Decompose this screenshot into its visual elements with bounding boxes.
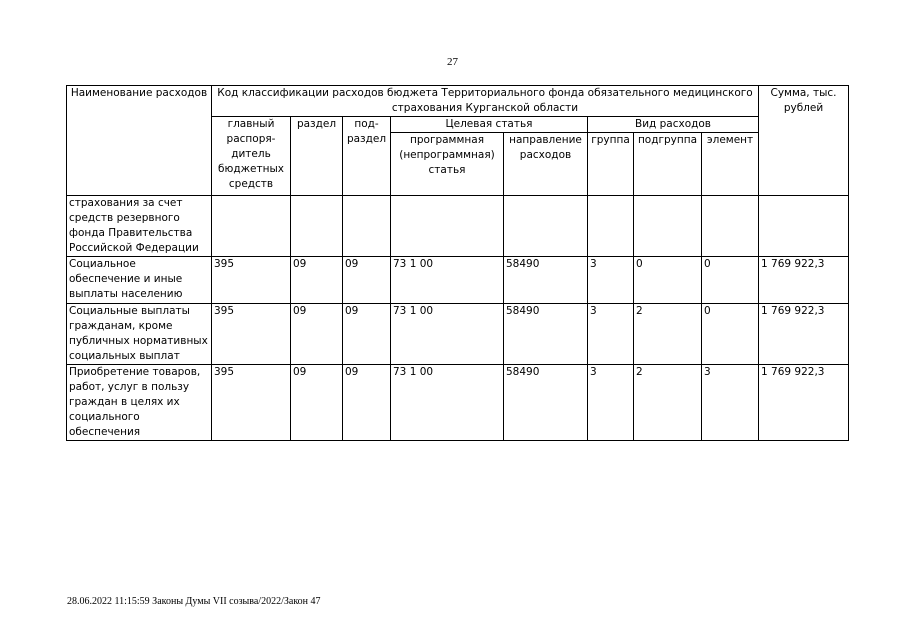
row-group: 3 — [588, 365, 634, 441]
row-group: 3 — [588, 304, 634, 365]
header-sum: Сумма, тыс. рублей — [759, 86, 849, 196]
header-section: раздел — [291, 117, 343, 196]
row-subgroup: 0 — [634, 257, 702, 304]
header-subsection: под-раздел — [343, 117, 391, 196]
row-sum: 1 769 922,3 — [759, 257, 849, 304]
row-group: 3 — [588, 257, 634, 304]
row-section: 09 — [291, 257, 343, 304]
row-direction: 58490 — [504, 365, 588, 441]
row-name: Приобретение товаров, работ, услуг в пользу граждан в целях их социального обеспечения — [67, 365, 212, 441]
row-program: 73 1 00 — [391, 365, 504, 441]
row-sum: 1 769 922,3 — [759, 304, 849, 365]
row-subsection: 09 — [343, 365, 391, 441]
table-row — [67, 365, 849, 441]
row-subsection: 09 — [343, 304, 391, 365]
row-manager: 395 — [212, 304, 291, 365]
row-name: Социальное обеспечение и иные выплаты населению — [67, 257, 212, 304]
row-sum — [759, 196, 849, 257]
row-subgroup — [634, 196, 702, 257]
row-direction: 58490 — [504, 257, 588, 304]
row-direction — [504, 196, 588, 257]
row-group — [588, 196, 634, 257]
row-program — [391, 196, 504, 257]
row-name: страхования за счет средств резервного фонда Правительства Российской Федерации — [67, 196, 212, 257]
header-subgroup: подгруппа — [634, 133, 702, 196]
row-element: 3 — [702, 365, 759, 441]
row-subsection — [343, 196, 391, 257]
row-element: 0 — [702, 257, 759, 304]
row-manager: 395 — [212, 257, 291, 304]
row-manager — [212, 196, 291, 257]
table-row — [67, 257, 849, 304]
row-name: Социальные выплаты гражданам, кроме публичных нормативных социальных выплат — [67, 304, 212, 365]
header-name: Наименование расходов — [67, 86, 212, 196]
row-manager: 395 — [212, 365, 291, 441]
header-code-group: Код классификации расходов бюджета Территориального фонда обязательного медицинского страхования Курганской области — [212, 86, 759, 117]
budget-table — [66, 85, 849, 441]
table-row — [67, 196, 849, 257]
header-target-article: Целевая статья — [391, 117, 588, 133]
row-program: 73 1 00 — [391, 257, 504, 304]
row-subgroup: 2 — [634, 304, 702, 365]
header-expense-type: Вид расходов — [588, 117, 759, 133]
header-element: элемент — [702, 133, 759, 196]
row-subgroup: 2 — [634, 365, 702, 441]
header-group: группа — [588, 133, 634, 196]
row-subsection: 09 — [343, 257, 391, 304]
row-program: 73 1 00 — [391, 304, 504, 365]
row-element: 0 — [702, 304, 759, 365]
row-direction: 58490 — [504, 304, 588, 365]
table-row — [67, 304, 849, 365]
header-main-manager: главный распоря-дитель бюджетных средств — [212, 117, 291, 196]
footer-stamp: 28.06.2022 11:15:59 Законы Думы VII созыва/2022/Закон 47 — [67, 596, 321, 607]
row-sum: 1 769 922,3 — [759, 365, 849, 441]
row-section: 09 — [291, 365, 343, 441]
header-program: программная (непрограммная) статья — [391, 133, 504, 196]
row-section: 09 — [291, 304, 343, 365]
page-number: 27 — [447, 56, 458, 68]
row-section — [291, 196, 343, 257]
header-direction: направление расходов — [504, 133, 588, 196]
row-element — [702, 196, 759, 257]
